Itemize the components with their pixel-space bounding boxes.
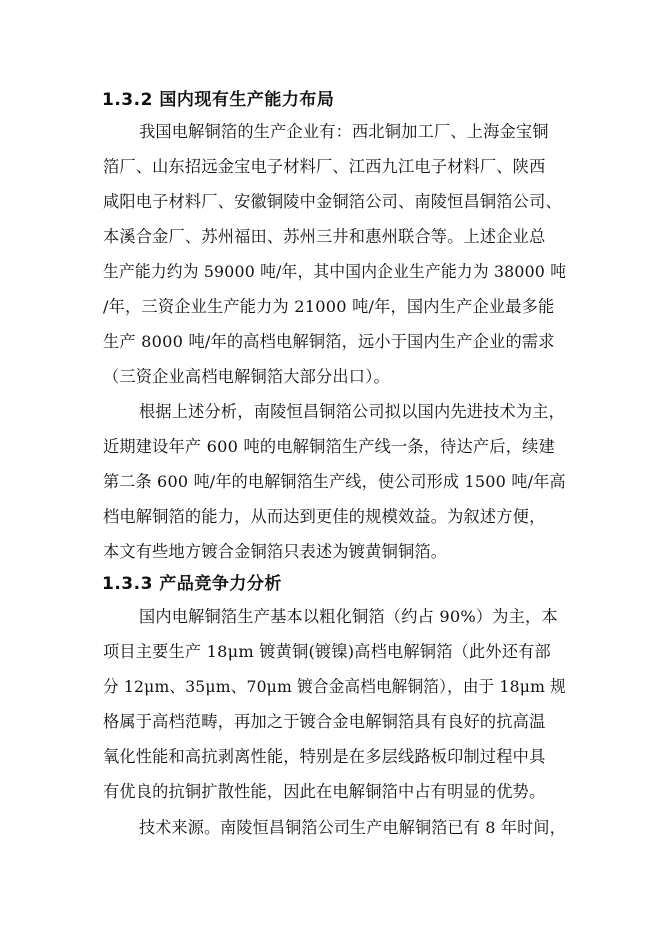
section-heading-1-3-2: 1.3.2 国内现有生产能力布局	[102, 90, 335, 110]
paragraph-line: 格属于高档范畴，再加之于镀合金电解铜箔具有良好的抗高温	[103, 712, 546, 731]
paragraph-line: 第二条 600 吨/年的电解铜箔生产线，使公司形成 1500 吨/年高	[103, 472, 566, 491]
paragraph-line: 咸阳电子材料厂、安徽铜陵中金铜箔公司、南陵恒昌铜箔公司、	[103, 192, 562, 211]
paragraph-line: 档电解铜箔的能力，从而达到更佳的规模效益。为叙述方便，	[103, 507, 546, 526]
paragraph-line: 箔厂、山东招远金宝电子材料厂、江西九江电子材料厂、陕西	[103, 157, 546, 176]
paragraph-line: 氧化性能和高抗剥离性能，特别是在多层线路板印制过程中具	[103, 747, 546, 766]
paragraph-line: 生产 8000 吨/年的高档电解铜箔，远小于国内生产企业的需求	[103, 332, 555, 351]
paragraph-line: 分 12μm、35μm、70μm 镀合金高档电解铜箔），由于 18μm 规	[103, 677, 566, 696]
paragraph-line: 根据上述分析，南陵恒昌铜箔公司拟以国内先进技术为主，	[139, 402, 566, 421]
paragraph-line: （三资企业高档电解铜箔大部分出口）。	[103, 367, 390, 386]
paragraph-line: 生产能力约为 59000 吨/年，其中国内企业生产能力为 38000 吨	[103, 262, 567, 281]
paragraph-line: 国内电解铜箔生产基本以粗化铜箔（约占 90%）为主，本	[139, 607, 558, 626]
paragraph-line: 项目主要生产 18μm 镀黄铜(镀镍)高档电解铜箔（此外还有部	[103, 642, 551, 661]
paragraph-line: 技术来源。南陵恒昌铜箔公司生产电解铜箔已有 8 年时间，	[139, 818, 566, 837]
paragraph-line: 本文有些地方镀合金铜箔只表述为镀黄铜铜箔。	[103, 542, 448, 561]
paragraph-line: /年，三资企业生产能力为 21000 吨/年，国内生产企业最多能	[103, 297, 555, 316]
paragraph-line: 近期建设年产 600 吨的电解铜箔生产线一条，待达产后，续建	[103, 437, 555, 456]
section-heading-1-3-3: 1.3.3 产品竞争力分析	[102, 574, 282, 594]
paragraph-line: 我国电解铜箔的生产企业有：西北铜加工厂、上海金宝铜	[139, 122, 549, 141]
paragraph-line: 本溪合金厂、苏州福田、苏州三井和惠州联合等。上述企业总	[103, 227, 546, 246]
paragraph-line: 有优良的抗铜扩散性能，因此在电解铜箔中占有明显的优势。	[103, 782, 546, 801]
